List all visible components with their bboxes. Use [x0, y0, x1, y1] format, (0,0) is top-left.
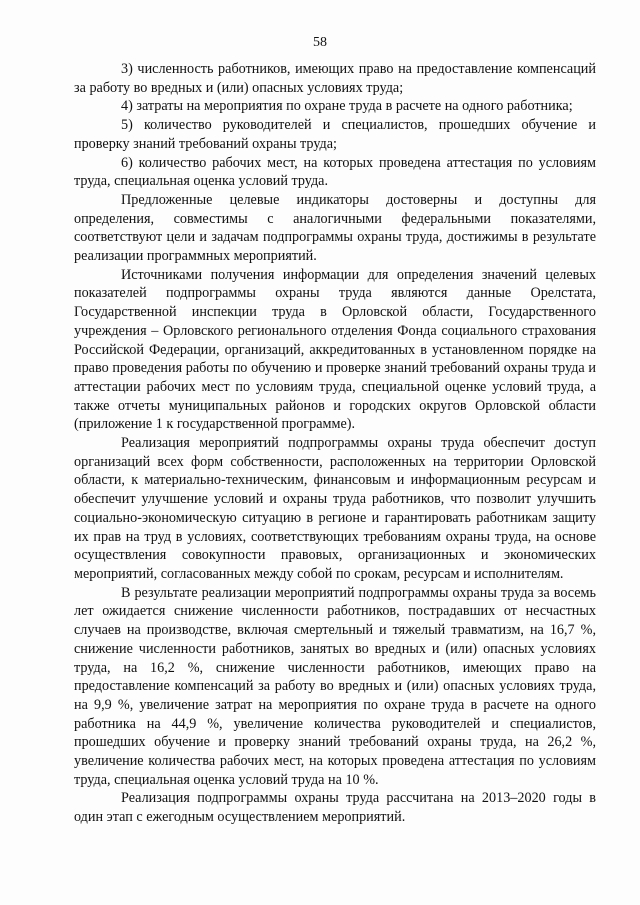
paragraph-expected-results: В результате реализации мероприятий подпрограммы охраны труда за восемь лет ожидается снижение численности работников, пострадавших от несчастных случаев на производстве, включая смертельный и тяжелый травматизм, на 16,7 %, снижение численности работников, занятых во вредных и (или) опасных условиях труда, на 16,2 %, снижение численности работников, имеющих право на предоставление компенсаций за работу во вредных и (или) опасных условиях труда, на 9,9 %, увеличение затрат на мероприятия по охране труда в расчете на одного работника на 44,9 %, увеличение количества руководителей и специалистов, прошедших обучение и проверку знаний требований охраны труда, на 26,2 %, увеличение количества рабочих мест, на которых проведена аттестация по условиям труда, специальная оценка условий труда на 10 %.: [74, 584, 596, 788]
paragraph-implementation-access: Реализация мероприятий подпрограммы охраны труда обеспечит доступ организаций всех форм собственности, расположенных на территории Орловской области, к материально-техническим, финансовым и информационным ресурсам и обеспечит улучшение условий и охраны труда работников, что позволит улучшить социально-экономическую ситуацию в регионе и гарантировать работникам защиту их прав на труд в условиях, соответствующих требованиям охраны труда, на основе осуществления совокупности правовых, организационных и экономических мероприятий, согласованных между собой по срокам, ресурсам и исполнителям.: [74, 435, 596, 582]
document-body: [74, 60, 596, 827]
paragraph-indicators-reliability: Предложенные целевые индикаторы достоверны и доступны для определения, совместимы с аналогичными федеральными показателями, соответствуют цели и задачам подпрограммы охраны труда, достижимы в результате реализации программных мероприятий.: [74, 191, 596, 265]
paragraph-information-sources: Источниками получения информации для определения значений целевых показателей подпрограммы охраны труда являются данные Орелстата, Государственной инспекции труда в Орловской области, Государственного учреждения – Орловского регионального отделения Фонда социального страхования Российской Федерации, организаций, аккредитованных в установленном порядке на право проведения работы по обучению и проверке знаний требований охраны труда и аттестации рабочих мест по условиям труда, специальной оценке условий труда, а также отчеты муниципальных районов и городских округов Орловской области (приложение 1 к государственной программе).: [74, 266, 596, 433]
paragraph-indicator-3: 3) численность работников, имеющих право на предоставление компенсаций за работу во вредных и (или) опасных условиях труда;: [74, 61, 596, 96]
paragraph-implementation-period: Реализация подпрограммы охраны труда рассчитана на 2013–2020 годы в один этап с ежегодным осуществлением мероприятий.: [74, 790, 596, 826]
paragraph-indicator-4: 4) затраты на мероприятия по охране труда в расчете на одного работника;: [121, 98, 573, 115]
paragraph-indicator-5: 5) количество руководителей и специалистов, прошедших обучение и проверку знаний требований охраны труда;: [74, 117, 596, 152]
page-number: 58: [313, 35, 327, 50]
paragraph-indicator-6: 6) количество рабочих мест, на которых проведена аттестация по условиям труда, специальная оценка условий труда.: [74, 154, 596, 190]
